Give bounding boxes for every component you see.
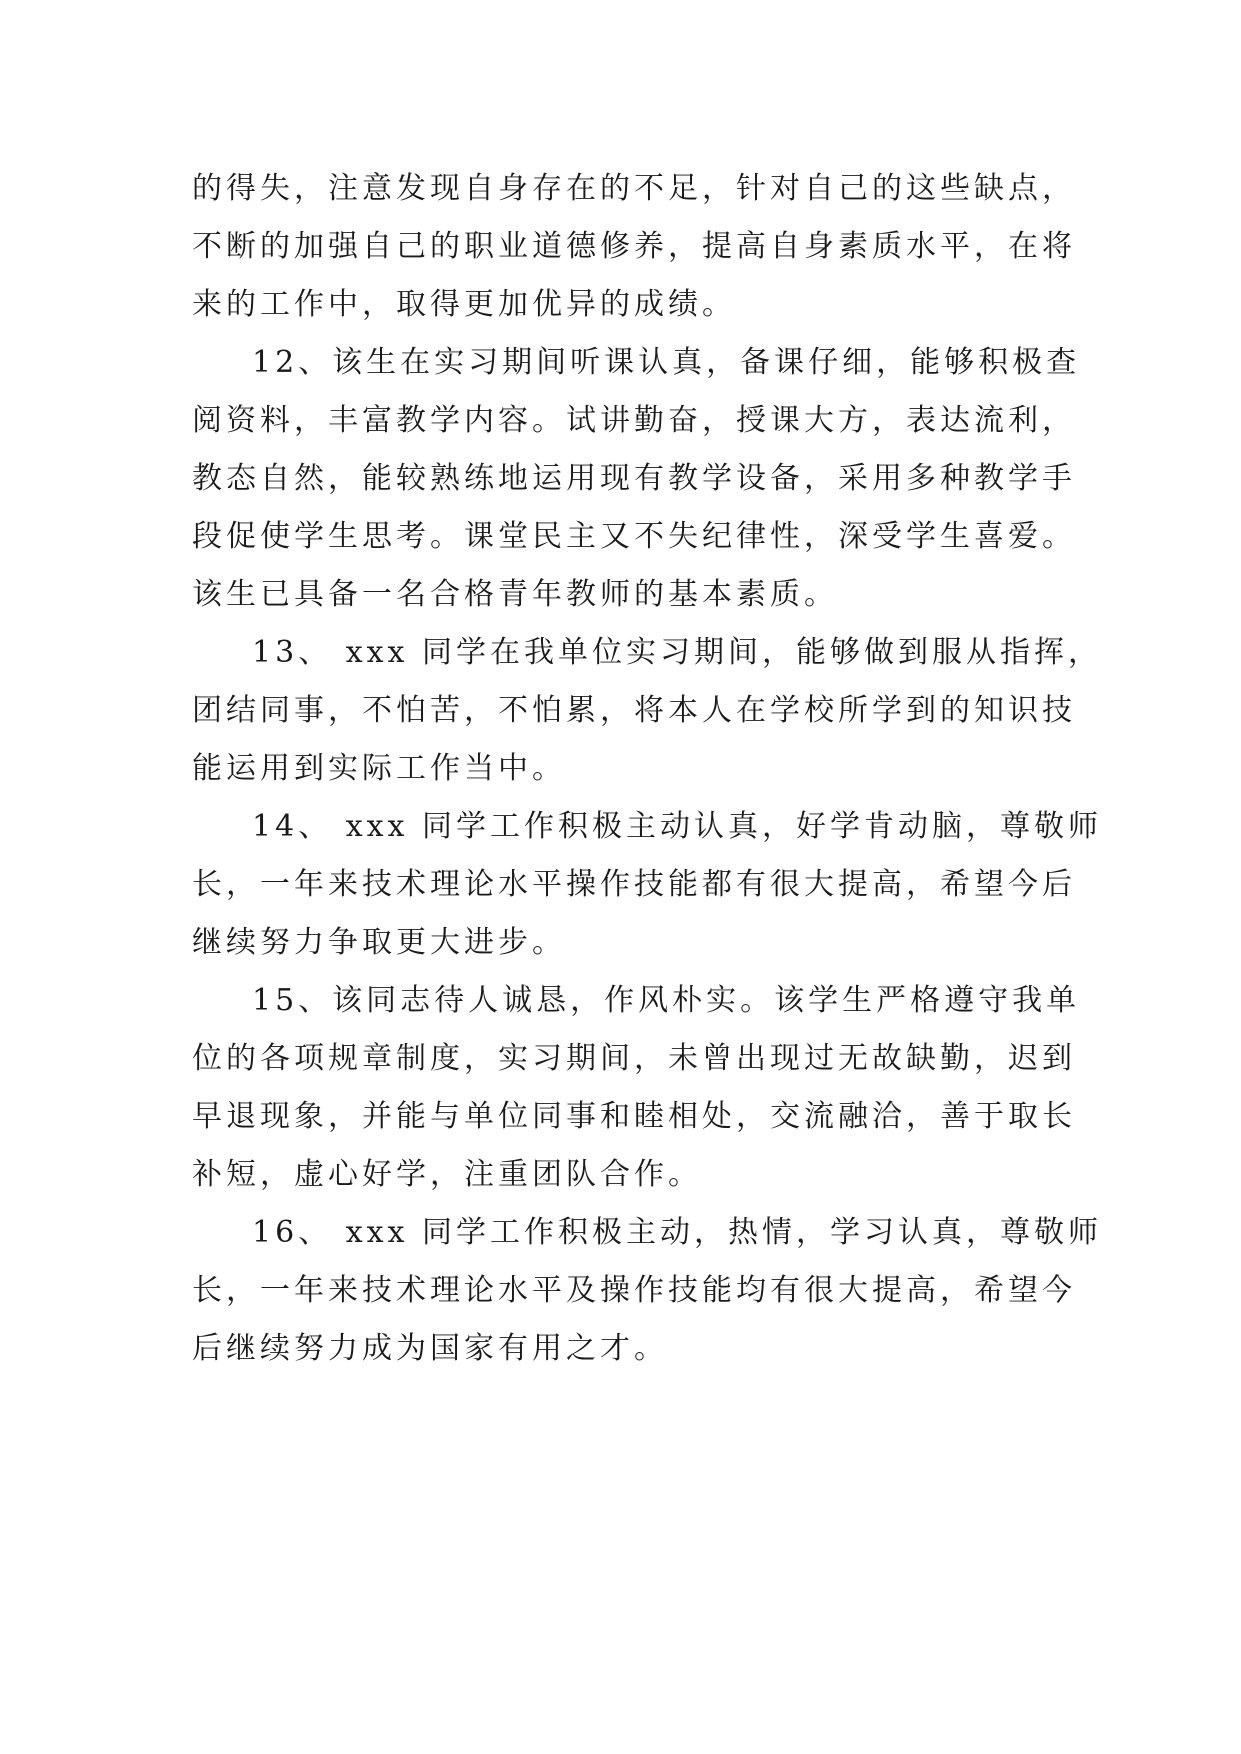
text-line: 阅资料，丰富教学内容。试讲勤奋，授课大方，表达流利， — [192, 403, 1076, 438]
text-line: 能运用到实际工作当中。 — [192, 751, 566, 786]
text-line: 后继续努力成为国家有用之才。 — [192, 1331, 668, 1366]
text-line: 补短，虚心好学，注重团队合作。 — [192, 1157, 702, 1192]
text-line: 段促使学生思考。课堂民主又不失纪律性，深受学生喜爱。 — [192, 519, 1076, 554]
text-line: 来的工作中，取得更加优异的成绩。 — [192, 287, 736, 322]
text-line: 不断的加强自己的职业道德修养，提高自身素质水平，在将 — [192, 229, 1076, 264]
text-line: 早退现象，并能与单位同事和睦相处，交流融洽，善于取长 — [192, 1099, 1076, 1134]
paragraph-item-12 — [192, 334, 1081, 624]
text-line: 继续努力争取更大进步。 — [192, 925, 566, 960]
paragraph-continuation — [192, 160, 1076, 334]
text-line: 长，一年来技术理论水平操作技能都有很大提高，希望今后 — [192, 867, 1076, 902]
text-line: 15、该同志待人诚恳，作风朴实。该学生严格遵守我单 — [252, 983, 1081, 1018]
paragraph-item-14 — [192, 798, 1103, 972]
text-line: 16、 xxx 同学工作积极主动，热情，学习认真，尊敬师 — [252, 1215, 1103, 1250]
text-line: 团结同事，不怕苦，不怕累，将本人在学校所学到的知识技 — [192, 693, 1076, 728]
text-line: 长，一年来技术理论水平及操作技能均有很大提高，希望今 — [192, 1273, 1076, 1308]
paragraph-item-16 — [192, 1204, 1103, 1378]
text-line: 该生已具备一名合格青年教师的基本素质。 — [192, 577, 838, 612]
paragraph-item-15 — [192, 972, 1081, 1204]
text-line: 教态自然，能较熟练地运用现有教学设备，采用多种教学手 — [192, 461, 1076, 496]
paragraph-item-13 — [192, 624, 1103, 798]
text-line: 14、 xxx 同学工作积极主动认真，好学肯动脑，尊敬师 — [252, 809, 1103, 844]
text-line: 的得失，注意发现自身存在的不足，针对自己的这些缺点， — [192, 171, 1076, 206]
document-body — [192, 160, 1103, 1378]
text-line: 位的各项规章制度，实习期间，未曾出现过无故缺勤，迟到 — [192, 1041, 1076, 1076]
text-line: 13、 xxx 同学在我单位实习期间，能够做到服从指挥， — [252, 635, 1103, 670]
text-line: 12、该生在实习期间听课认真，备课仔细，能够积极查 — [252, 345, 1081, 380]
